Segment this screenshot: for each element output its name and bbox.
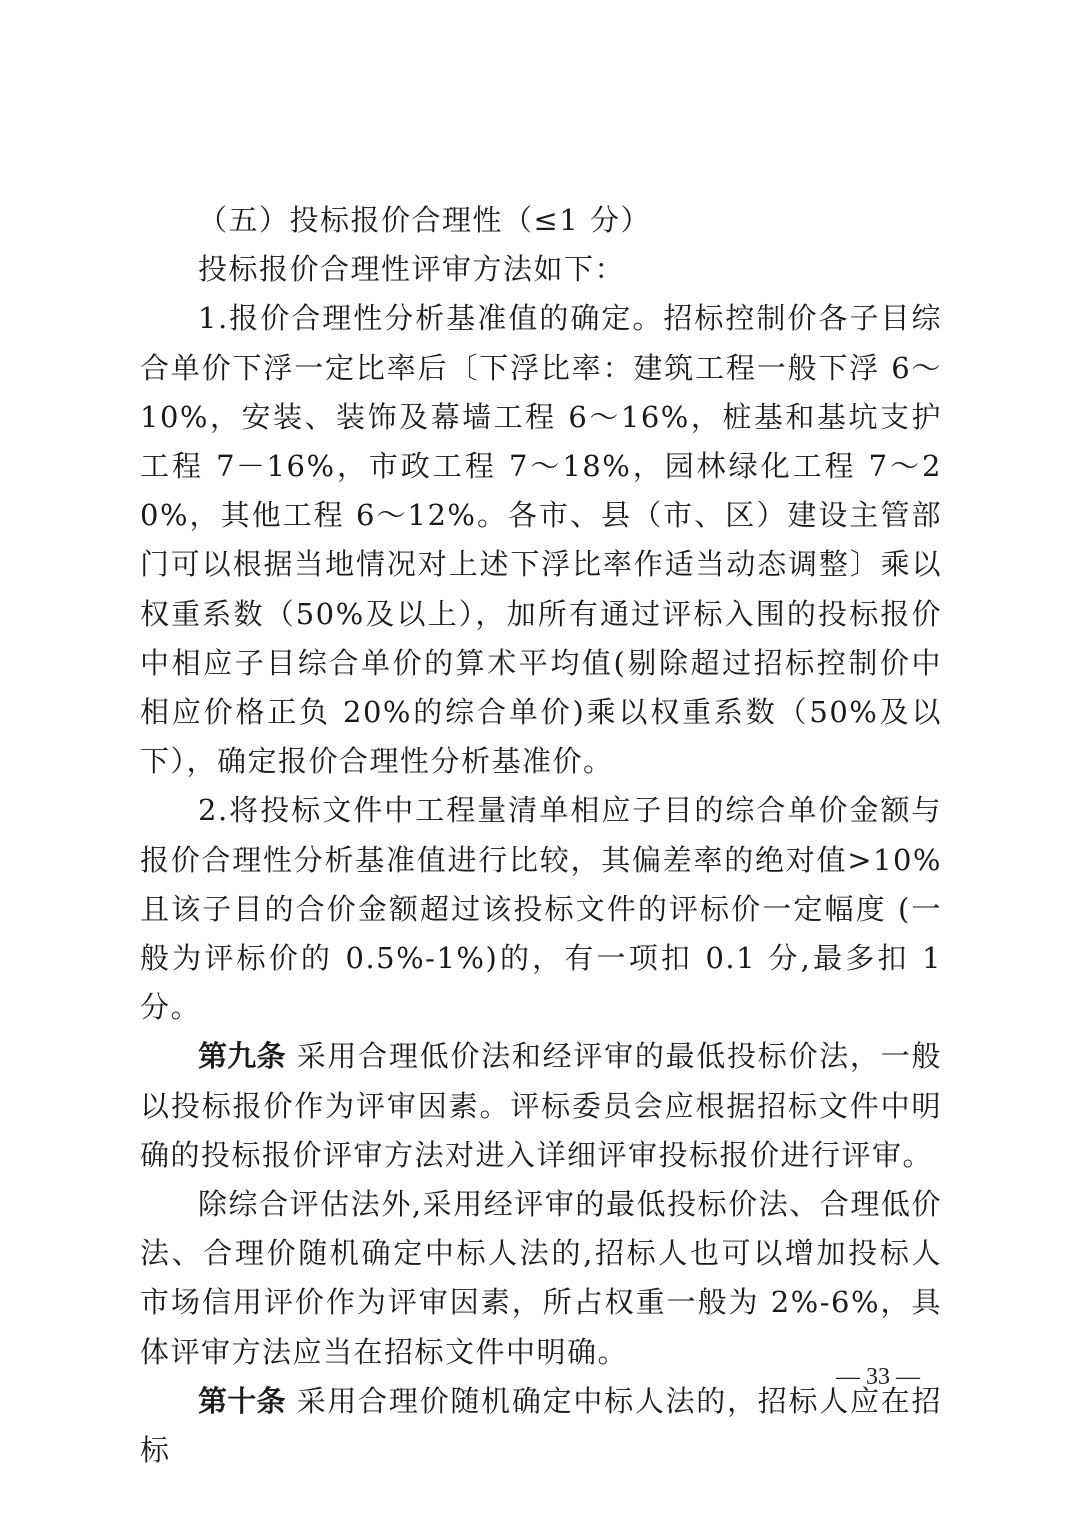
section-heading-text: （五）投标报价合理性（≤1 分） (198, 203, 651, 237)
page-number: — 33 — (836, 1364, 920, 1390)
article-9-paragraph (140, 1032, 942, 1180)
document-body (140, 196, 942, 1475)
credit-evaluation-text: 除综合评估法外,采用经评审的最低投标价法、合理低价法、合理价随机确定中标人法的,招标人也可以增加投标人市场信用评价作为评审因素，所占权重一般为 2%-6%，具体评审方法应当在招标文件中明确。 (140, 1187, 942, 1369)
article-9-text: 采用合理低价法和经评审的最低投标价法，一般以投标报价作为评审因素。评标委员会应根据招标文件中明确的投标报价评审方法对进入详细评审投标报价进行评审。 (140, 1039, 942, 1172)
method-intro-text: 投标报价合理性评审方法如下： (198, 252, 626, 287)
credit-evaluation-paragraph (140, 1180, 942, 1377)
article-9-label: 第九条 (198, 1039, 286, 1074)
method-intro-paragraph (140, 245, 942, 294)
article-10-paragraph (140, 1377, 942, 1475)
section-heading-five (140, 196, 942, 245)
item-2-text: 2.将投标文件中工程量清单相应子目的综合单价金额与报价合理性分析基准值进行比较，其偏差率的绝对值>10%且该子目的合价金额超过该投标文件的评标价一定幅度 (一般为评标价的 0.5%-1%)的，有一项扣 0.1 分,最多扣 1 分。 (140, 793, 942, 1025)
article-10-label: 第十条 (198, 1383, 286, 1418)
article-10-text: 采用合理价随机确定中标人法的，招标人应在招标 (140, 1383, 942, 1468)
item-1-paragraph (140, 294, 942, 786)
item-1-text: 1.报价合理性分析基准值的确定。招标控制价各子目综合单价下浮一定比率后〔下浮比率：建筑工程一般下浮 6～10%，安装、装饰及幕墙工程 6～16%，桩基和基坑支护工程 7－16%，市政工程 7～18%，园林绿化工程 7～20%，其他工程 6～12%。各市、县（市、区）建设主管部门可以根据当地情况对上述下浮比率作适当动态调整〕乘以权重系数（50%及以上），加所有通过评标入围的投标报价中相应子目综合单价的算术平均值(剔除超过招标控制价中相应价格正负 20%的综合单价)乘以权重系数（50%及以下），确定报价合理性分析基准价。 (140, 301, 942, 779)
item-2-paragraph (140, 786, 942, 1032)
